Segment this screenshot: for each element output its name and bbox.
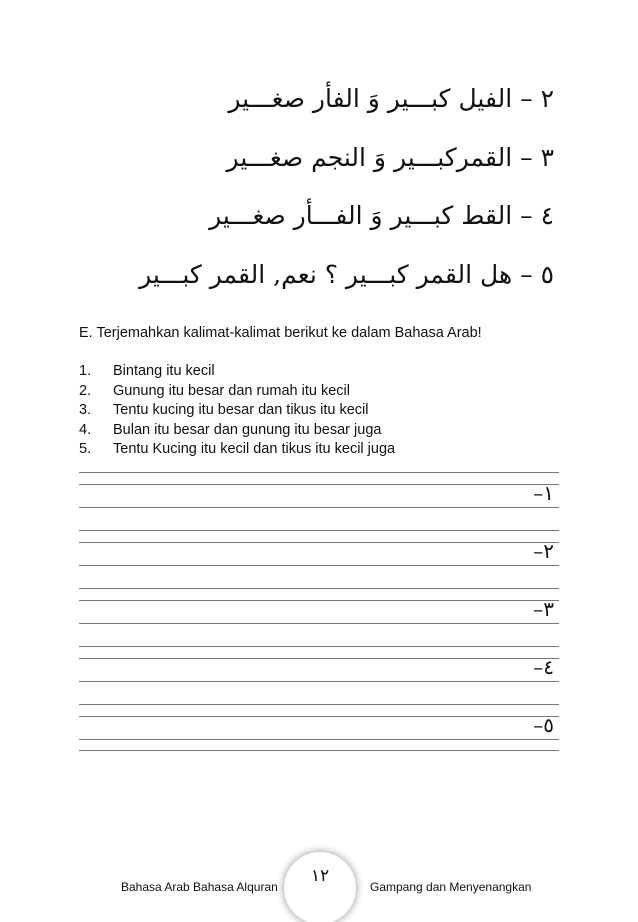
list-item [79,421,395,441]
arabic-sentence-3: ٣ – القمركبـــير وَ النجم صغـــير [226,143,554,172]
ruled-line [79,484,559,485]
answer-label-3: ٣– [533,597,554,621]
list-item [79,382,395,402]
ruled-line [79,542,559,543]
exercise-list [79,362,395,460]
item-text: Bulan itu besar dan gunung itu besar juga [113,421,382,438]
ruled-line [79,623,559,624]
item-number: 3. [79,402,92,419]
list-item [79,401,395,421]
answer-label-2: ٢– [533,539,554,563]
item-text: Tentu Kucing itu kecil dan tikus itu kecil juga [113,441,396,458]
arabic-sentence-4: ٤ – القط كبـــير وَ الفـــأر صغـــير [209,201,554,230]
ruled-line [79,681,559,682]
ruled-line [79,507,559,508]
ruled-line [79,658,559,659]
footer-right-text: Gampang dan Menyenangkan [370,880,532,894]
ruled-line [79,739,559,740]
item-number: 4. [79,421,92,438]
answer-label-4: ٤– [533,655,554,679]
footer-left-text: Bahasa Arab Bahasa Alquran [121,880,278,894]
ruled-line [79,646,559,647]
item-number: 5. [79,441,92,458]
ruled-line [79,704,559,705]
ruled-line [79,530,559,531]
ruled-line [79,565,559,566]
arabic-sentence-2: ٢ – الفيل كبـــير وَ الفأر صغـــير [228,84,554,113]
page-number: ١٢ [310,866,330,886]
ruled-line [79,716,559,717]
ruled-line [79,588,559,589]
item-text: Gunung itu besar dan rumah itu kecil [113,382,350,399]
item-text: Tentu kucing itu besar dan tikus itu kecil [113,402,369,419]
list-item [79,440,395,460]
page-number-badge [284,852,356,922]
exercise-heading: E. Terjemahkan kalimat-kalimat berikut ke dalam Bahasa Arab! [79,325,482,341]
arabic-sentence-5: ٥ – هل القمر كبـــير ؟ نعم, القمر كبـــير [139,260,554,289]
item-text: Bintang itu kecil [113,363,215,379]
item-number: 1. [79,363,92,379]
ruled-line [79,600,559,601]
answer-label-1: ١– [533,481,554,505]
list-item [79,362,395,382]
item-number: 2. [79,382,92,399]
answer-label-5: ٥– [533,713,554,737]
ruled-line [79,472,559,473]
ruled-line [79,750,559,751]
